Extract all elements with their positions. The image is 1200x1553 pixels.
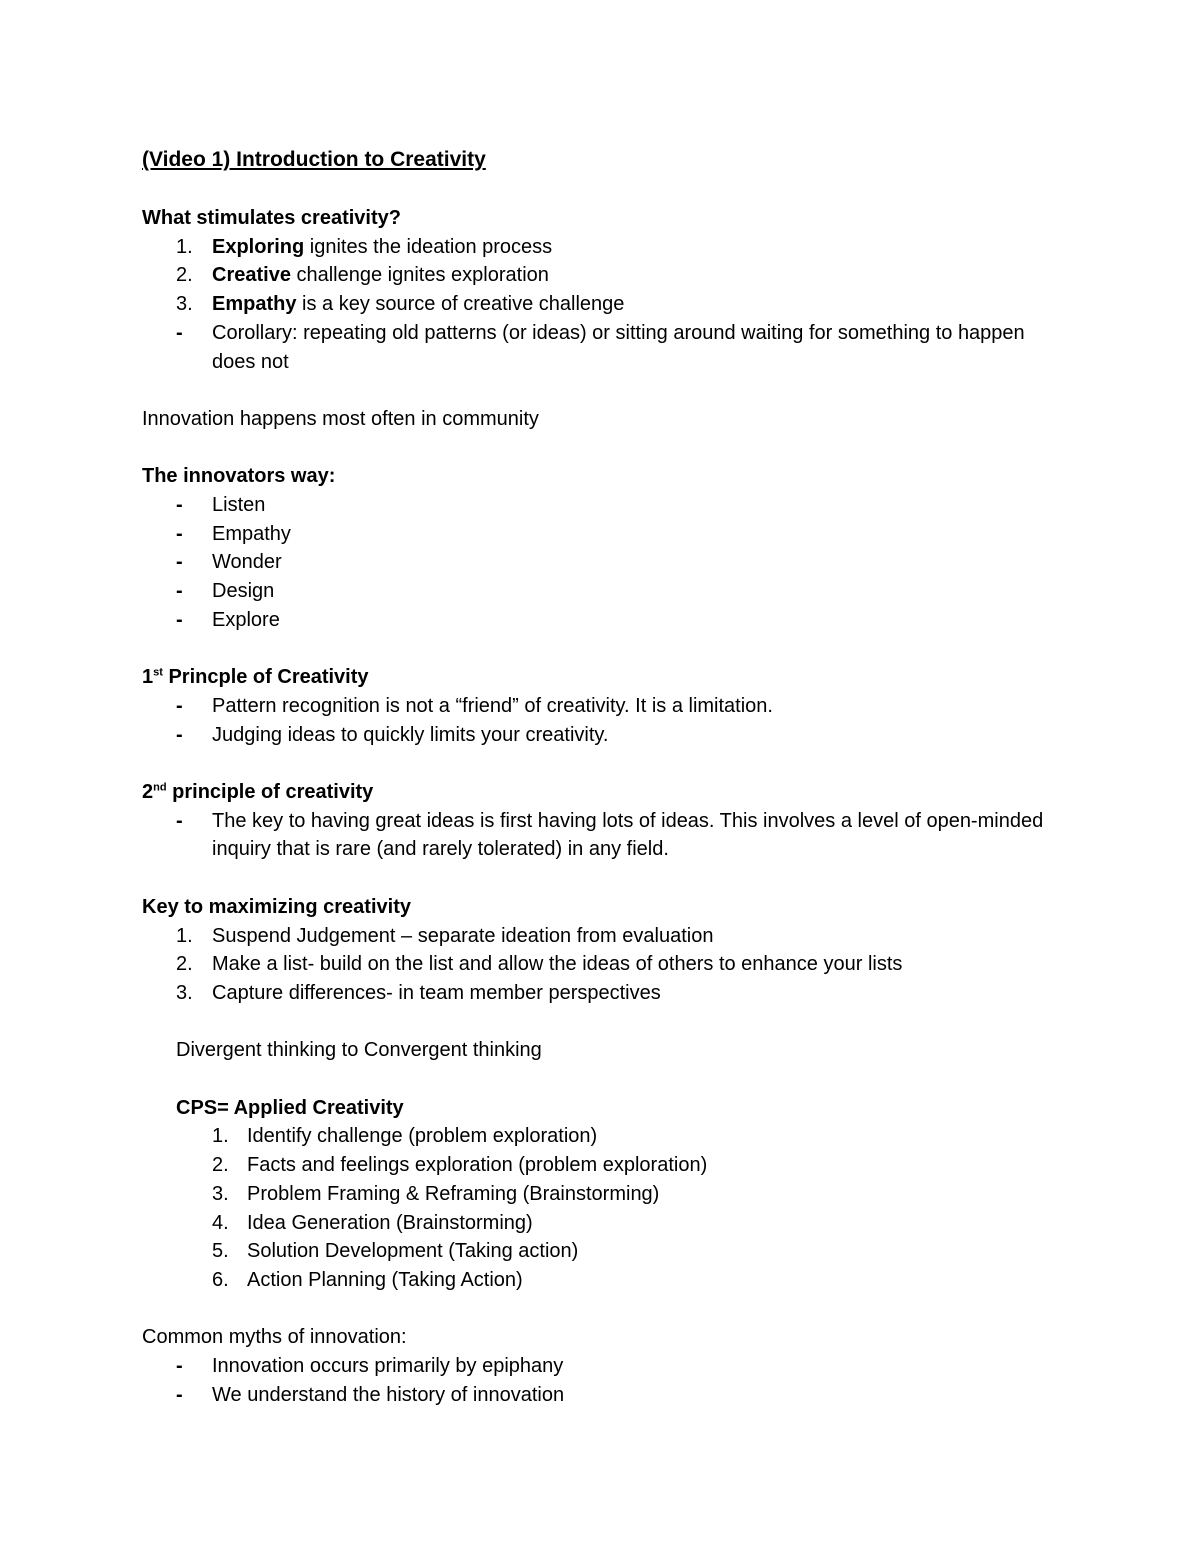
list-item-text: The key to having great ideas is first having lots of ideas. This involves a level of open-minded inquiry that is rare (and rarely tolerated) in any field. bbox=[212, 809, 1044, 861]
list-marker: 3. bbox=[212, 1182, 229, 1205]
list-item-text: Judging ideas to quickly limits your creativity. bbox=[212, 723, 609, 746]
list-item bbox=[176, 1180, 1050, 1209]
corollary-list bbox=[142, 319, 1050, 376]
list-marker: 1. bbox=[212, 1125, 229, 1148]
indented-section bbox=[176, 1036, 1050, 1294]
heading-ordinal: st bbox=[153, 666, 163, 679]
dash-marker: - bbox=[176, 694, 183, 717]
list-item bbox=[142, 950, 1050, 979]
dash-marker: - bbox=[176, 1383, 183, 1406]
stimulates-heading: What stimulates creativity? bbox=[142, 207, 401, 229]
list-item bbox=[176, 1122, 1050, 1151]
maximizing-list bbox=[142, 922, 1050, 1008]
heading-text: Princple of Creativity bbox=[162, 666, 369, 689]
principle1-list bbox=[142, 692, 1050, 749]
dash-marker: - bbox=[176, 723, 183, 746]
heading-text: principle of creativity bbox=[166, 781, 374, 803]
list-item-text: We understand the history of innovation bbox=[212, 1383, 565, 1406]
document-title: (Video 1) Introduction to Creativity bbox=[142, 148, 486, 171]
dash-marker: - bbox=[176, 608, 183, 631]
dash-marker: - bbox=[176, 321, 183, 344]
heading-ordinal: nd bbox=[153, 781, 167, 794]
list-item bbox=[142, 548, 1050, 577]
list-item bbox=[176, 1209, 1050, 1238]
list-item-bold: Empathy bbox=[212, 293, 297, 316]
corollary-text: Corollary: repeating old patterns (or ideas) or sitting around waiting for something to happen does not bbox=[212, 321, 1025, 373]
cps-heading: CPS= Applied Creativity bbox=[176, 1096, 404, 1119]
list-item-text: Identify challenge (problem exploration) bbox=[247, 1125, 598, 1148]
list-item-text: Problem Framing & Reframing (Brainstorming) bbox=[247, 1182, 660, 1205]
principle1-heading bbox=[142, 663, 1050, 692]
dash-marker: - bbox=[176, 580, 183, 603]
myths-heading: Common myths of innovation: bbox=[142, 1326, 407, 1349]
cps-list bbox=[176, 1122, 1050, 1294]
list-item-text: Suspend Judgement – separate ideation from evaluation bbox=[212, 924, 714, 947]
list-item-text: Wonder bbox=[212, 551, 282, 574]
list-item-text: Listen bbox=[212, 494, 266, 516]
list-item-text: Empathy bbox=[212, 522, 291, 545]
list-marker: 3. bbox=[176, 981, 193, 1004]
list-marker: 3. bbox=[176, 293, 193, 316]
list-item-text: is a key source of creative challenge bbox=[296, 293, 625, 316]
list-item bbox=[142, 692, 1050, 721]
dash-marker: - bbox=[176, 809, 183, 832]
list-item-text: Facts and feelings exploration (problem exploration) bbox=[247, 1154, 708, 1177]
innovators-way-heading: The innovators way: bbox=[142, 465, 336, 488]
list-item-text: Capture differences- in team member perspectives bbox=[212, 981, 661, 1004]
list-item bbox=[142, 721, 1050, 750]
list-item bbox=[142, 979, 1050, 1008]
dash-marker: - bbox=[176, 551, 183, 574]
principle2-heading bbox=[142, 778, 1050, 807]
list-marker: 2. bbox=[176, 264, 193, 287]
principle2-list bbox=[142, 807, 1050, 864]
list-item-bold: Exploring bbox=[212, 235, 305, 258]
stimulates-list bbox=[142, 233, 1050, 319]
list-marker: 5. bbox=[212, 1240, 229, 1263]
heading-number: 2 bbox=[142, 781, 154, 803]
list-item bbox=[142, 491, 1050, 520]
list-item bbox=[176, 1266, 1050, 1295]
list-item-bold: Creative bbox=[212, 264, 291, 287]
list-item bbox=[176, 1151, 1050, 1180]
list-item bbox=[142, 290, 1050, 319]
list-item bbox=[142, 577, 1050, 606]
list-item bbox=[142, 606, 1050, 635]
list-item-text: Pattern recognition is not a “friend” of creativity. It is a limitation. bbox=[212, 694, 773, 717]
community-text: Innovation happens most often in community bbox=[142, 407, 539, 430]
list-item-text: Solution Development (Taking action) bbox=[247, 1240, 579, 1263]
list-marker: 2. bbox=[176, 953, 193, 976]
list-item-text: Design bbox=[212, 580, 275, 603]
list-item bbox=[142, 922, 1050, 951]
divergent-text: Divergent thinking to Convergent thinking bbox=[176, 1039, 542, 1062]
innovators-way-list bbox=[142, 491, 1050, 635]
list-item bbox=[142, 807, 1050, 864]
dash-marker: - bbox=[176, 1355, 183, 1377]
list-marker: 2. bbox=[212, 1154, 229, 1177]
list-item bbox=[176, 1237, 1050, 1266]
list-item bbox=[142, 1381, 1050, 1410]
list-item-text: ignites the ideation process bbox=[304, 235, 553, 258]
myths-list bbox=[142, 1352, 1050, 1409]
list-item bbox=[142, 319, 1050, 376]
dash-marker: - bbox=[176, 494, 183, 516]
list-item-text: Make a list- build on the list and allow the ideas of others to enhance your lists bbox=[212, 953, 903, 976]
dash-marker: - bbox=[176, 522, 183, 545]
list-item bbox=[142, 520, 1050, 549]
list-marker: 4. bbox=[212, 1211, 229, 1234]
list-marker: 1. bbox=[176, 235, 193, 258]
list-item-text: Explore bbox=[212, 608, 280, 631]
list-marker: 6. bbox=[212, 1268, 229, 1291]
maximizing-heading: Key to maximizing creativity bbox=[142, 895, 411, 918]
list-marker: 1. bbox=[176, 924, 193, 947]
list-item bbox=[142, 233, 1050, 262]
list-item-text: challenge ignites exploration bbox=[290, 264, 549, 287]
list-item bbox=[142, 1352, 1050, 1381]
list-item bbox=[142, 261, 1050, 290]
heading-number: 1 bbox=[142, 666, 154, 689]
list-item-text: Action Planning (Taking Action) bbox=[247, 1268, 523, 1291]
list-item-text: Idea Generation (Brainstorming) bbox=[247, 1211, 533, 1234]
list-item-text: Innovation occurs primarily by epiphany bbox=[212, 1355, 564, 1377]
